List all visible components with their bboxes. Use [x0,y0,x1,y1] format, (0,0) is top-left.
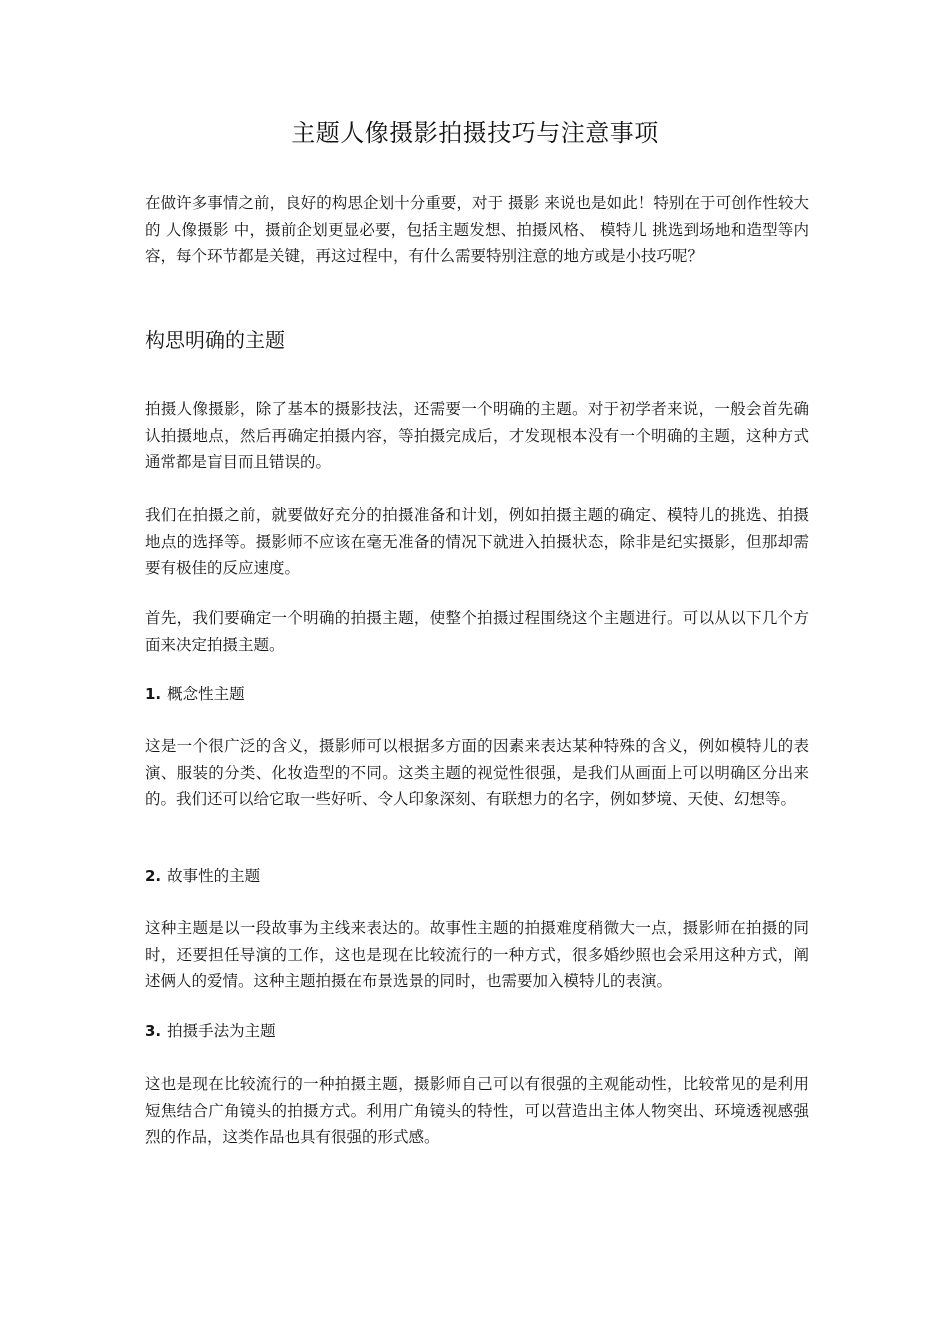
item-number-1: 1. [145,685,162,703]
item-heading-1 [145,682,245,706]
paragraph-2: 我们在拍摄之前，就要做好充分的拍摄准备和计划，例如拍摄主题的确定、模特儿的挑选、拍摄地点的选择等。摄影师不应该在毫无准备的情况下就进入拍摄状态，除非是纪实摄影，但那却需要有极佳的反应速度。 [145,506,809,577]
paragraph-3: 首先，我们要确定一个明确的拍摄主题，使整个拍摄过程围绕这个主题进行。可以从以下几个方面来决定拍摄主题。 [145,609,809,654]
document-title: 主题人像摄影拍摄技巧与注意事项 [291,119,659,147]
item-title-2: 故事性的主题 [167,867,261,885]
item-body-3: 这也是现在比较流行的一种拍摄主题，摄影师自己可以有很强的主观能动性，比较常见的是利用短焦结合广角镜头的拍摄方式。利用广角镜头的特性，可以营造出主体人物突出、环境透视感强烈的作品，这类作品也具有很强的形式感。 [145,1075,809,1146]
item-title-1: 概念性主题 [167,685,245,703]
item-number-2: 2. [145,867,162,885]
paragraph-1: 拍摄人像摄影，除了基本的摄影技法，还需要一个明确的主题。对于初学者来说，一般会首先确认拍摄地点，然后再确定拍摄内容，等拍摄完成后，才发现根本没有一个明确的主题，这种方式通常都是盲目而且错误的。 [145,400,809,471]
item-body-2: 这种主题是以一段故事为主线来表达的。故事性主题的拍摄难度稍微大一点，摄影师在拍摄的同时，还要担任导演的工作，这也是现在比较流行的一种方式，很多婚纱照也会采用这种方式，阐述俩人的爱情。这种主题拍摄在布景选景的同时，也需要加入模特儿的表演。 [145,919,809,990]
item-body-1: 这是一个很广泛的含义，摄影师可以根据多方面的因素来表达某种特殊的含义，例如模特儿的表演、服装的分类、化妆造型的不同。这类主题的视觉性很强，是我们从画面上可以明确区分出来的。我们还可以给它取一些好听、令人印象深刻、有联想力的名字，例如梦境、天使、幻想等。 [145,737,809,808]
section-heading: 构思明确的主题 [145,328,285,352]
intro-paragraph: 在做许多事情之前，良好的构思企划十分重要，对于 摄影 来说也是如此！特别在于可创作性较大的 人像摄影 中，摄前企划更显必要，包括主题发想、拍摄风格、 模特儿 挑选到场地和造型等内容，每个环节都是关键，再这过程中，有什么需要特别注意的地方或是小技巧呢？ [145,194,809,265]
item-number-3: 3. [145,1022,162,1040]
item-title-3: 拍摄手法为主题 [167,1022,276,1040]
item-heading-3 [145,1019,276,1043]
item-heading-2 [145,864,260,888]
